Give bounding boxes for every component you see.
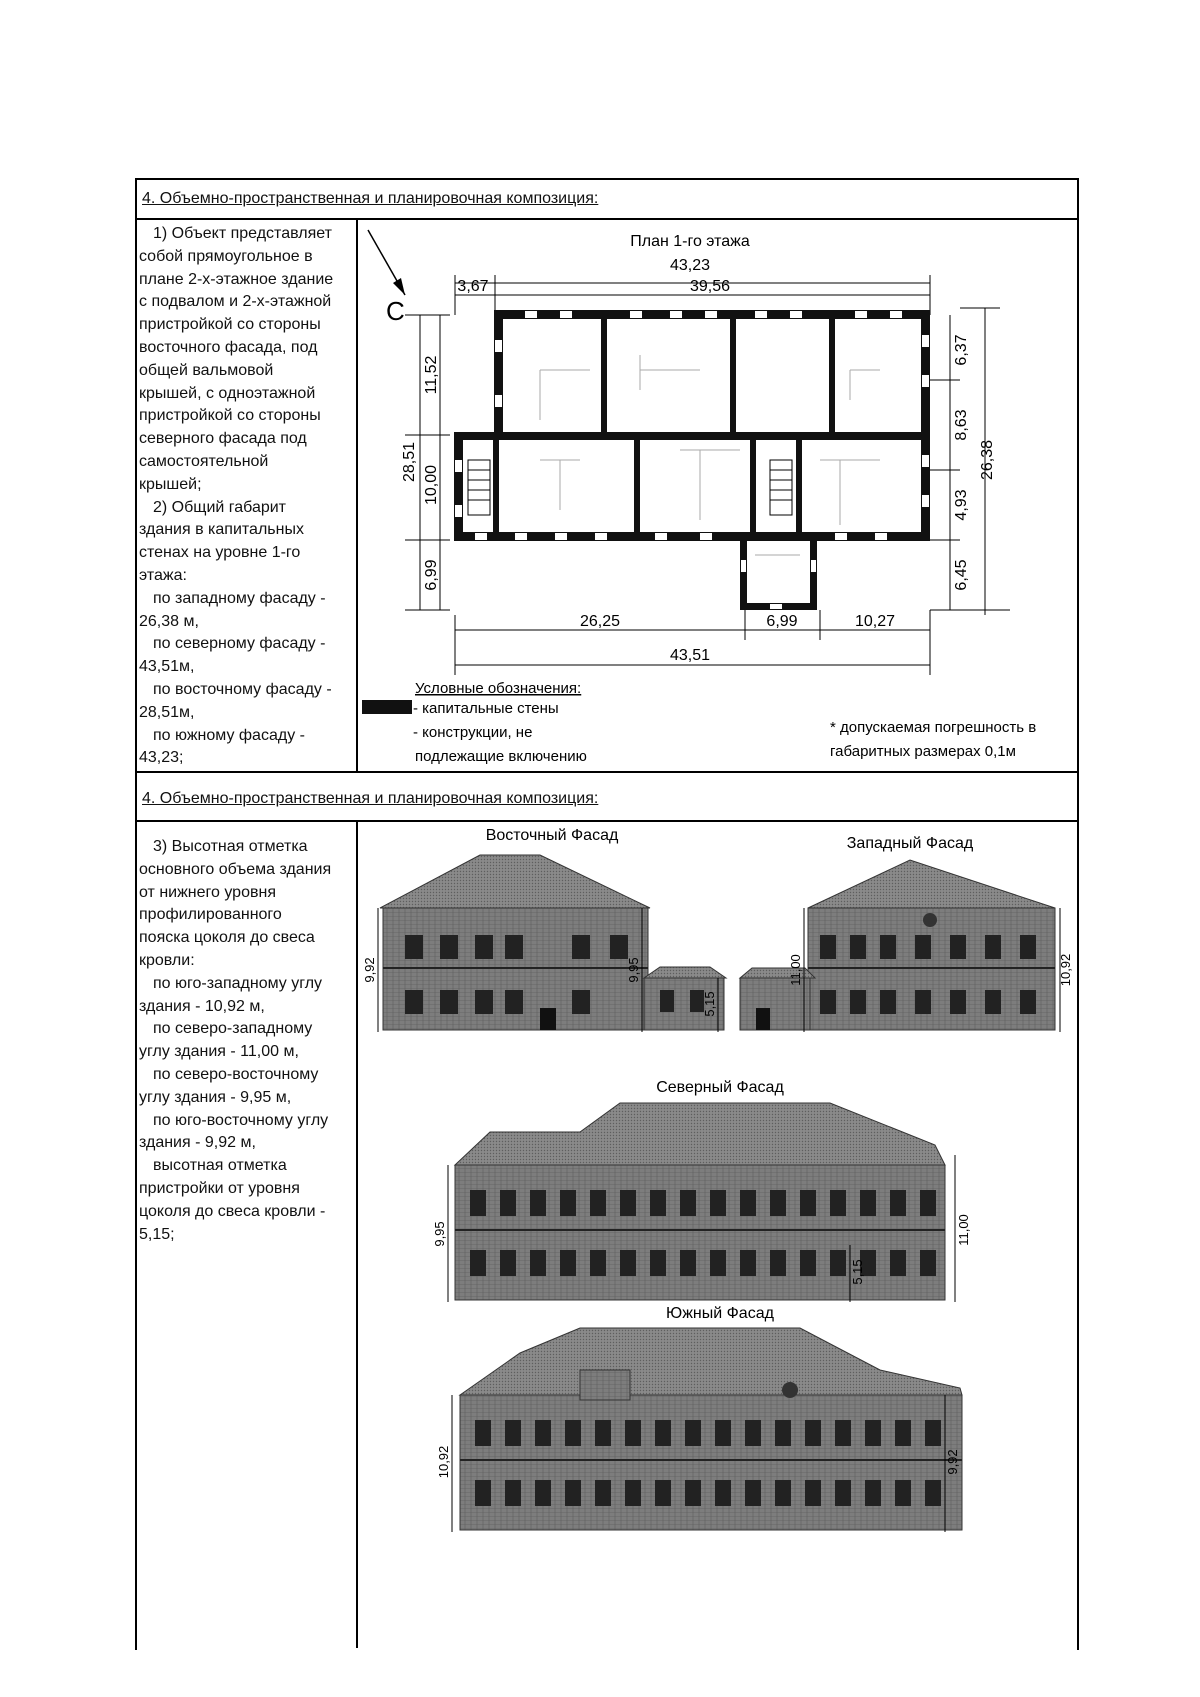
south-dim-left: 10,92 — [436, 1445, 451, 1479]
text-line: кровли: — [139, 951, 195, 969]
dim-top-right: 39,56 — [689, 278, 731, 295]
dim-bottom-total: 43,51 — [669, 647, 711, 664]
west-facade-title: Западный Фасад — [846, 835, 974, 852]
dim-right-r4: 6,45 — [953, 559, 970, 591]
text-line: северного фасада под — [139, 430, 307, 448]
dim-right-r3: 4,93 — [953, 489, 970, 521]
description-text-1 — [139, 223, 351, 770]
dim-right-r2: 8,63 — [953, 409, 970, 441]
facades-drawing — [358, 822, 1073, 1647]
dim-left-total: 28,51 — [401, 441, 418, 483]
text-line: 3) Высотная отметка — [153, 838, 308, 855]
dim-left-upper: 11,52 — [423, 355, 440, 395]
north-dim-right: 11,00 — [956, 1214, 971, 1246]
text-line: 1) Объект представляет — [153, 225, 332, 242]
legend-title: Условные обозначения: — [415, 680, 582, 697]
north-arrow-icon — [368, 230, 405, 295]
legend-wall-swatch — [362, 700, 412, 714]
text-line: углу здания - 11,00 м, — [139, 1043, 299, 1061]
text-line: цоколя до свеса кровли - — [139, 1202, 326, 1220]
west-facade — [740, 860, 1055, 1030]
north-facade-title: Северный Фасад — [656, 1079, 784, 1096]
south-facade — [460, 1328, 962, 1530]
north-dim-ext: 5,15 — [850, 1259, 865, 1285]
text-line: по юго-западному углу — [153, 974, 323, 992]
text-line: пояска цоколя до свеса — [139, 929, 315, 947]
text-line: пристройки от уровня — [139, 1179, 300, 1197]
west-dim-left: 11,00 — [788, 954, 803, 986]
text-line: по южному фасаду - — [153, 726, 305, 744]
legend-item-constructions: - конструкции, не — [413, 724, 533, 741]
text-line: общей вальмовой — [139, 361, 274, 379]
text-line: пристройкой со стороны — [139, 316, 321, 334]
north-dim-left: 9,95 — [432, 1221, 447, 1247]
dim-bottom-2: 6,99 — [766, 613, 798, 630]
text-line: высотная отметка — [153, 1157, 287, 1175]
dim-left-lower: 6,99 — [423, 559, 440, 591]
text-line: по северному фасаду - — [153, 635, 326, 653]
south-dim-right: 9,92 — [945, 1449, 960, 1475]
text-line: 5,15; — [139, 1225, 175, 1243]
description-text-2 — [139, 836, 351, 1246]
south-facade-title: Южный Фасад — [666, 1305, 774, 1322]
text-line: 43,51м, — [139, 658, 195, 676]
text-line: крышей; — [139, 475, 202, 493]
text-line: 28,51м, — [139, 703, 195, 721]
east-dim-mid: 9,95 — [626, 957, 641, 983]
text-line: основного объема здания — [139, 860, 332, 878]
dim-right-r1: 6,37 — [953, 334, 970, 366]
text-line: по восточному фасаду - — [153, 680, 332, 698]
text-line: по западному фасаду - — [153, 589, 326, 607]
dim-left-middle: 10,00 — [423, 464, 440, 506]
plan-title: План 1-го этажа — [630, 233, 750, 250]
text-line: плане 2-х-этажное здание — [139, 270, 334, 288]
text-line: по северо-западному — [153, 1020, 313, 1038]
east-dim-ext: 5,15 — [702, 991, 717, 1017]
text-line: самостоятельной — [139, 452, 269, 470]
dim-top-left: 3,67 — [457, 278, 489, 295]
text-line: профилированного — [139, 906, 282, 924]
dim-bottom-1: 26,25 — [579, 613, 621, 630]
text-line: по юго-восточному углу — [153, 1111, 329, 1129]
section-heading: 4. Объемно-пространственная и планировочная композиция: — [142, 190, 599, 207]
staircase — [468, 460, 792, 515]
text-line: от нижнего уровня — [139, 883, 276, 901]
section-heading-2: 4. Объемно-пространственная и планировочная композиция: — [142, 790, 599, 807]
west-dim-right: 10,92 — [1058, 953, 1073, 987]
note-line-1: * допускаемая погрешность в — [830, 719, 1037, 736]
dim-right-total: 26,38 — [979, 439, 996, 481]
east-dim-left: 9,92 — [362, 957, 377, 983]
legend-item-constructions-2: подлежащие включению — [415, 748, 587, 765]
floor-plan — [358, 220, 1073, 770]
north-facade — [455, 1103, 945, 1300]
text-line: этажа: — [139, 566, 187, 584]
text-line: здания - 10,92 м, — [139, 997, 265, 1015]
row-divider — [135, 771, 1077, 773]
text-line: стенах на уровне 1-го — [139, 544, 301, 562]
text-line: крышей, с одноэтажной — [139, 384, 316, 402]
text-line: здания в капитальных — [139, 521, 304, 539]
text-line: собой прямоугольное в — [139, 247, 313, 265]
dim-top-total: 43,23 — [669, 257, 711, 274]
text-line: здания - 9,92 м, — [139, 1134, 256, 1152]
text-line: с подвалом и 2-х-этажной — [139, 293, 332, 311]
text-line: 26,38 м, — [139, 612, 199, 630]
legend-item-walls: - капитальные стены — [413, 700, 559, 717]
text-line: 2) Общий габарит — [153, 498, 287, 516]
east-facade-title: Восточный Фасад — [485, 827, 619, 844]
east-facade — [380, 855, 726, 1030]
text-line: пристройкой со стороны — [139, 407, 321, 425]
text-line: углу здания - 9,95 м, — [139, 1088, 292, 1106]
text-line: 43,23; — [139, 749, 184, 767]
north-label: С — [386, 296, 405, 326]
text-line: по северо-восточному — [153, 1065, 319, 1083]
note-line-2: габаритных размерах 0,1м — [830, 743, 1016, 760]
text-line: восточного фасада, под — [139, 338, 318, 356]
dim-bottom-3: 10,27 — [854, 613, 896, 630]
